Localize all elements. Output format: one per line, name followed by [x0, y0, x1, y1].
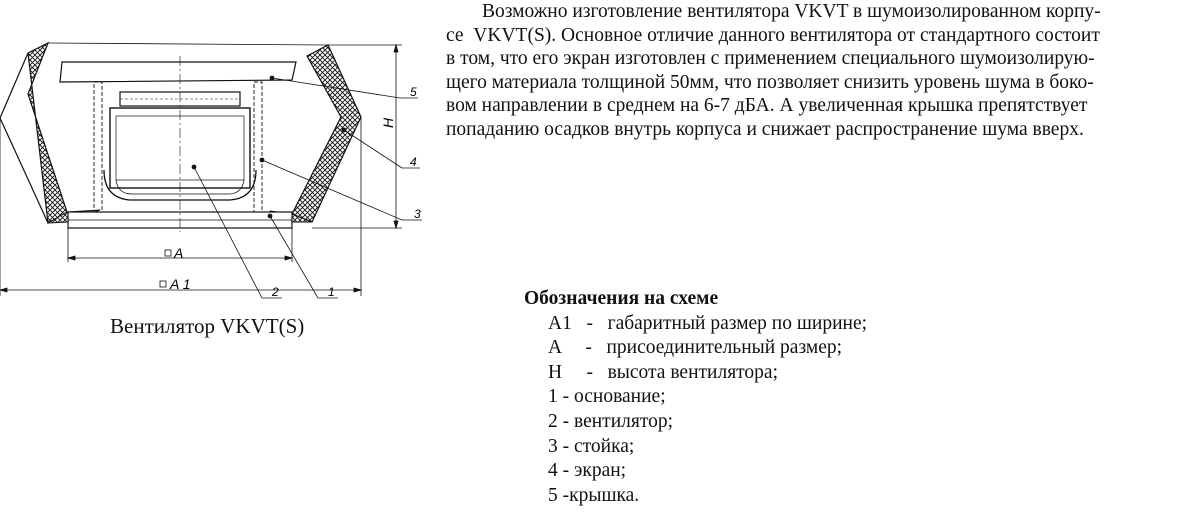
callout-3: 3 — [414, 207, 421, 221]
legend-item: 5 -крышка. — [548, 484, 640, 506]
description-line: в том, что его экран изготовлен с применением специального шумоизолирую- — [446, 48, 1095, 70]
description-line: щего материала толщиной 50мм, что позволяет снизить уровень шума в боко- — [446, 71, 1094, 93]
legend-item: H - высота вентилятора; — [548, 361, 779, 383]
legend-item: 1 - основание; — [548, 386, 666, 408]
cover — [60, 62, 296, 82]
callout-1: 1 — [328, 285, 335, 299]
dim-A-label: A — [174, 245, 184, 261]
fan-drawing — [0, 0, 440, 320]
callout-2: 2 — [272, 285, 279, 299]
post-right — [254, 82, 262, 212]
description-line: се VKVT(S). Основное отличие данного вентилятора от стандартного состоит — [446, 24, 1100, 46]
screen-right-panel — [292, 45, 361, 222]
description-line: вом направлении в среднем на 6-7 дБА. А увеличенная крышка препятствует — [446, 95, 1088, 117]
drawing-caption: Вентилятор VKVT(S) — [110, 314, 305, 338]
legend-item: A1 - габаритный размер по ширине; — [548, 312, 868, 334]
legend-item: 2 - вентилятор; — [548, 410, 674, 432]
callout-5: 5 — [410, 85, 417, 99]
legend-item: A - присоединительный размер; — [548, 337, 843, 359]
callout-4: 4 — [410, 155, 417, 169]
dim-A1-label: A 1 — [170, 276, 191, 292]
legend-item: 3 - стойка; — [548, 435, 635, 457]
description-line: попаданию осадков внутрь корпуса и снижает распространение шума вверх. — [446, 118, 1084, 140]
legend-item: 4 - экран; — [548, 460, 627, 482]
legend-title: Обозначения на схеме — [524, 288, 719, 309]
post-left — [94, 82, 102, 212]
dim-H-label: H — [380, 117, 396, 128]
legend — [524, 287, 867, 508]
description-paragraph — [446, 0, 1200, 142]
description-line: Возможно изготовление вентилятора VKVT в шумоизолированном корпу- — [482, 1, 1101, 22]
